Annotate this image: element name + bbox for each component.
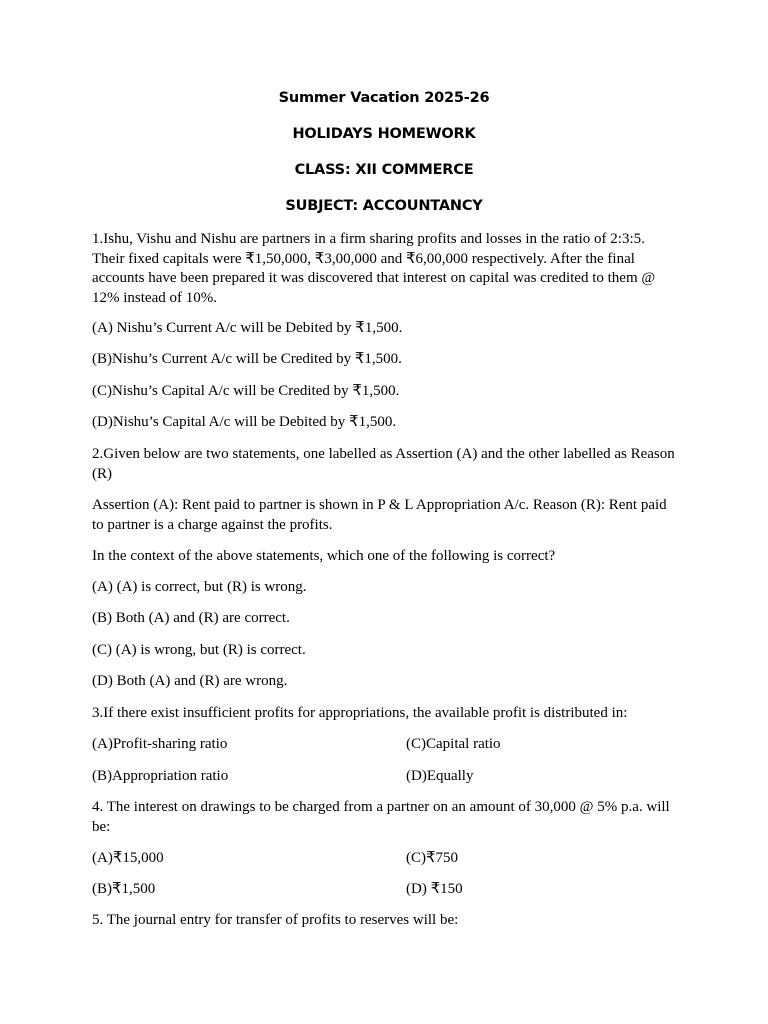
question-1-option-a: (A) Nishu’s Current A/c will be Debited by ₹1,500. <box>92 320 403 336</box>
question-2-option-c: (C) (A) is wrong, but (R) is correct. <box>92 642 306 658</box>
class-title: CLASS: XII COMMERCE <box>294 162 474 178</box>
question-1-option-c: (C)Nishu’s Capital A/c will be Credited by ₹1,500. <box>92 383 400 399</box>
question-3-option-d: (D)Equally <box>406 768 474 784</box>
question-2-text: 2.Given below are two statements, one labelled as Assertion (A) and the other labelled as Reason (R) <box>92 446 675 482</box>
question-2-option-a: (A) (A) is correct, but (R) is wrong. <box>92 579 307 595</box>
question-4-text: 4. The interest on drawings to be charged from a partner on an amount of 30,000 @ 5% p.a. will be: <box>92 799 670 835</box>
homework-title: HOLIDAYS HOMEWORK <box>292 126 476 142</box>
question-3-option-b: (B)Appropriation ratio <box>92 768 229 784</box>
question-5-text: 5. The journal entry for transfer of profits to reserves will be: <box>92 912 459 928</box>
question-4-option-d: (D) ₹150 <box>406 881 463 897</box>
question-4-option-a: (A)₹15,000 <box>92 850 164 866</box>
question-3-option-c: (C)Capital ratio <box>406 736 501 752</box>
question-2-option-d: (D) Both (A) and (R) are wrong. <box>92 673 288 689</box>
question-3-option-a: (A)Profit-sharing ratio <box>92 736 228 752</box>
question-4-option-c: (C)₹750 <box>406 850 459 866</box>
question-2-option-b: (B) Both (A) and (R) are correct. <box>92 610 290 626</box>
question-4-option-b: (B)₹1,500 <box>92 881 156 897</box>
question-2-prompt: In the context of the above statements, which one of the following is correct? <box>92 548 556 564</box>
question-3-text: 3.If there exist insufficient profits for appropriations, the available profit is distributed in: <box>92 705 628 721</box>
session-title: Summer Vacation 2025-26 <box>278 90 490 106</box>
subject-title: SUBJECT: ACCOUNTANCY <box>285 198 483 214</box>
question-1-text: 1.Ishu, Vishu and Nishu are partners in a firm sharing profits and losses in the ratio of 2:3:5. Their fixed capitals were ₹1,50,000, ₹3,00,000 and ₹6,00,000 respectively. After the final accounts have been prepared it was discovered that interest on capital was credited to them @ 12% instead of 10%. <box>92 231 656 306</box>
question-1-option-d: (D)Nishu’s Capital A/c will be Debited by ₹1,500. <box>92 414 397 430</box>
question-2-statement: Assertion (A): Rent paid to partner is shown in P & L Appropriation A/c. Reason (R): Rent paid to partner is a charge against the profits. <box>92 497 667 533</box>
question-1-option-b: (B)Nishu’s Current A/c will be Credited by ₹1,500. <box>92 351 402 367</box>
